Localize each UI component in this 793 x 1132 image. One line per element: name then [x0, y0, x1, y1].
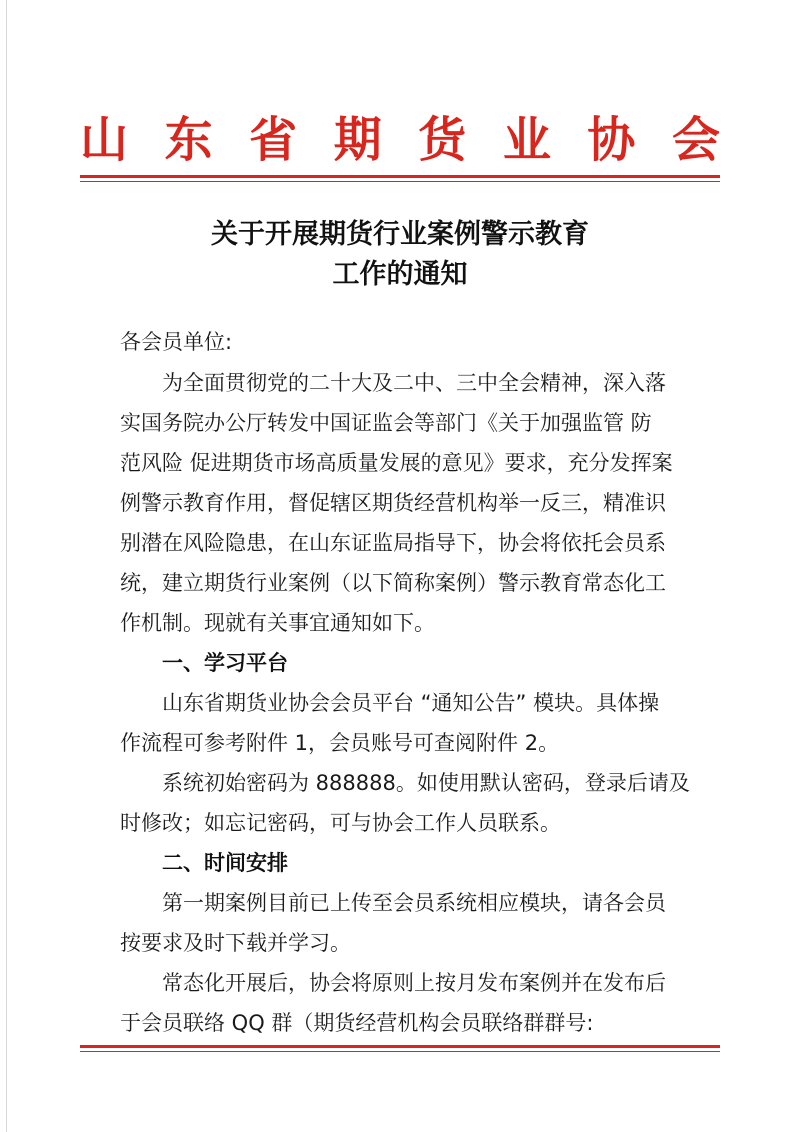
salutation: 各会员单位: — [120, 330, 233, 354]
letterhead-char: 省 — [249, 112, 298, 168]
paragraph-line: 系统初始密码为 888888。如使用默认密码，登录后请及 — [162, 771, 690, 795]
paragraph-line: 例警示教育作用，督促辖区期货经营机构举一反三，精准识 — [120, 491, 666, 515]
letterhead-char: 协 — [587, 112, 636, 168]
paragraph-line: 时修改；如忘记密码，可与协会工作人员联系。 — [120, 811, 561, 835]
letterhead-char: 货 — [418, 112, 467, 168]
document-title-line-1: 关于开展期货行业案例警示教育 — [211, 219, 589, 250]
paragraph-line: 作机制。现就有关事宜通知如下。 — [120, 611, 435, 635]
paragraph-line: 作流程可参考附件 1，会员账号可查阅附件 2。 — [120, 731, 560, 755]
paragraph-line: 范风险 促进期货市场高质量发展的意见》要求，充分发挥案 — [120, 451, 673, 475]
page-edge — [6, 0, 7, 1132]
document-title-line-2: 工作的通知 — [332, 259, 468, 290]
paragraph-line: 统，建立期货行业案例（以下简称案例）警示教育常态化工 — [120, 571, 666, 595]
letterhead-char: 东 — [164, 112, 213, 168]
paragraph-line: 按要求及时下载并学习。 — [120, 931, 351, 955]
section-heading-schedule: 二、时间安排 — [162, 851, 288, 875]
paragraph-line: 实国务院办公厅转发中国证监会等部门《关于加强监管 防 — [120, 411, 652, 435]
paragraph-line: 第一期案例目前已上传至会员系统相应模块，请各会员 — [162, 891, 666, 915]
letterhead-char: 山 — [80, 112, 129, 168]
footer-rule-thick — [80, 1045, 720, 1048]
letterhead-char: 会 — [671, 112, 720, 168]
paragraph-line: 山东省期货业协会会员平台 “通知公告” 模块。具体操 — [162, 691, 660, 715]
letterhead-rule-thin — [80, 181, 720, 182]
letterhead-char: 期 — [333, 112, 382, 168]
letterhead-org-name — [80, 110, 720, 170]
footer-rule-thin — [80, 1051, 720, 1052]
letterhead-char: 业 — [502, 112, 551, 168]
paragraph-line: 于会员联络 QQ 群（期货经营机构会员联络群群号: — [120, 1011, 594, 1035]
paragraph-line: 常态化开展后，协会将原则上按月发布案例并在发布后 — [162, 971, 666, 995]
section-heading-study-platform: 一、学习平台 — [162, 651, 288, 675]
letterhead-rule-thick — [80, 175, 720, 178]
paragraph-line: 为全面贯彻党的二十大及二中、三中全会精神，深入落 — [162, 371, 666, 395]
paragraph-line: 别潜在风险隐患，在山东证监局指导下，协会将依托会员系 — [120, 531, 666, 555]
